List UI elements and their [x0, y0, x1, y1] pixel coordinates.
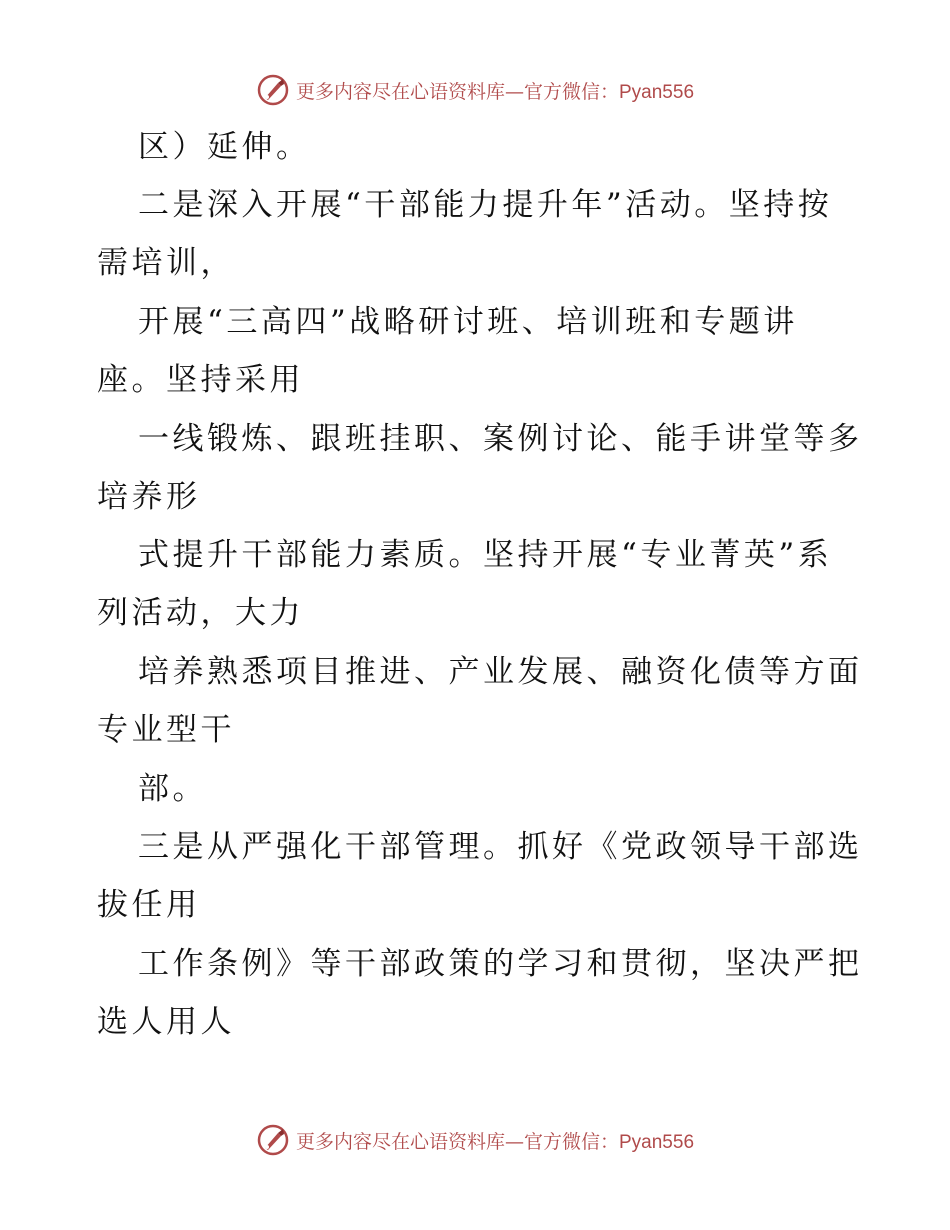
- text-line: 需培训，: [97, 245, 235, 281]
- text-line: 工作条例》等干部政策的学习和贯彻，坚决严把: [138, 946, 863, 982]
- quill-seal-icon: [256, 1123, 290, 1157]
- watermark-separator: —: [504, 1130, 524, 1153]
- watermark-wechat-id: Pyan556: [619, 1131, 695, 1153]
- watermark-label: 官方微信：: [523, 1130, 619, 1153]
- text-line: 培养形: [97, 479, 201, 515]
- watermark-label: 官方微信：: [523, 80, 619, 103]
- text-line: 座。坚持采用: [97, 362, 304, 398]
- text-line: 一线锻炼、跟班挂职、案例讨论、能手讲堂等多: [138, 421, 863, 457]
- watermark-text: [296, 1127, 694, 1154]
- text-line: 二是深入开展“干部能力提升年”活动。坚持按: [138, 187, 833, 223]
- text-line: 区）延伸。: [138, 129, 311, 165]
- watermark-text: [296, 77, 694, 104]
- text-line: 部。: [138, 771, 207, 807]
- header-watermark: [0, 70, 950, 110]
- text-line: 专业型干: [97, 712, 235, 748]
- text-line: 选人用人: [97, 1004, 235, 1040]
- watermark-separator: —: [504, 80, 524, 103]
- footer-watermark: [0, 1120, 950, 1160]
- text-line: 列活动，大力: [97, 595, 304, 631]
- watermark-wechat-id: Pyan556: [619, 81, 695, 103]
- quill-seal-icon: [256, 73, 290, 107]
- text-line: 三是从严强化干部管理。抓好《党政领导干部选: [138, 829, 863, 865]
- text-line: 开展“三高四”战略研讨班、培训班和专题讲: [138, 304, 798, 340]
- text-line: 式提升干部能力素质。坚持开展“专业菁英”系: [138, 537, 833, 573]
- text-line: 拔任用: [97, 887, 201, 923]
- watermark-prefix: 更多内容尽在心语资料库: [295, 80, 505, 103]
- text-line: 培养熟悉项目推进、产业发展、融资化债等方面: [138, 654, 863, 690]
- watermark-prefix: 更多内容尽在心语资料库: [295, 1130, 505, 1153]
